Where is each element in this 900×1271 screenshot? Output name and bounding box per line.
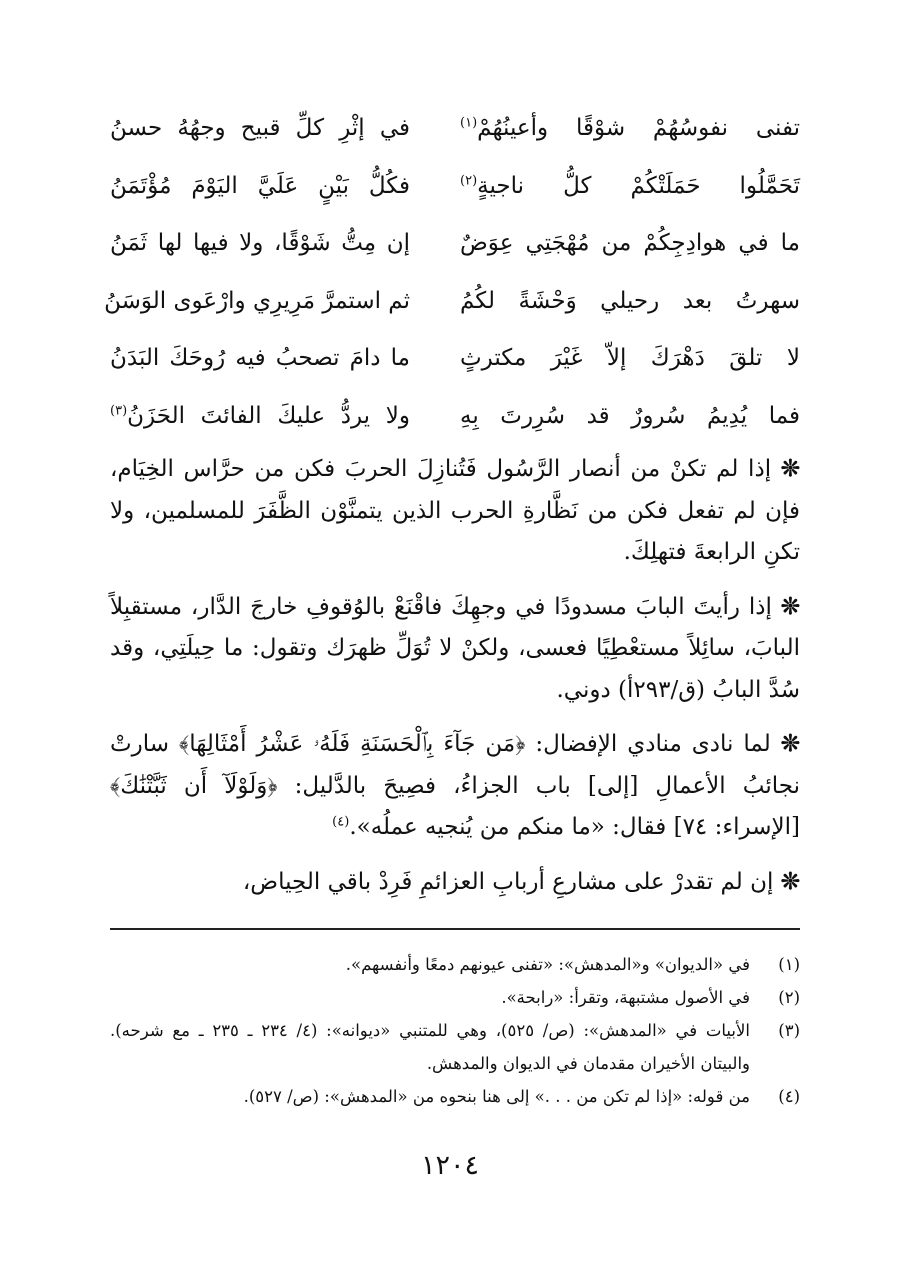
footnote-divider xyxy=(110,928,800,930)
footnote-number: (٢) xyxy=(778,988,800,1007)
paragraph: ❊ لما نادى منادي الإفضال: ﴿مَن جَآءَ بِٱلْحَسَنَةِ فَلَهُۥ عَشْرُ أَمْثَالِهَا﴾ سارتْ نجائبُ الأعمالِ [إلى] باب الجزاءُ، فصِيحَ بالدَّليل: ﴿وَلَوْلَآ أَن ثَبَّتْنَٰكَ﴾ [الإسراء: ٧٤] فقال: «ما منكم من يُنجيه عملُه».$^{(٤)}$ xyxy=(110,730,800,840)
footnote xyxy=(110,1080,800,1113)
paragraph: ❊ إن لم تقدرْ على مشارعِ أربابِ العزائمِ فَرِدْ باقي الحِياض، xyxy=(242,867,800,895)
paragraph: ❊ إذا رأيتَ البابَ مسدودًا في وجهِكَ فاقْنَعْ بالوُقوفِ خارجَ الدَّار، مستقبِلاً البابَ، سائِلاً مستعْطِيًا فعسى، ولكنْ لا تُوَلِّ ظهرَك وتقول: ما حِيلَتِي، وقد سُدَّ البابُ (ق/٢٩٣أ) دوني. xyxy=(110,592,800,703)
footnote xyxy=(110,1014,800,1080)
footnote-number: (٤) xyxy=(778,1087,800,1106)
verse-second-hemistich: فكُلُّ بَيْنٍ عَلَيَّ اليَوْمَ مُؤْتَمَنُ xyxy=(110,172,410,199)
footnote xyxy=(110,981,800,1014)
star-ornament-icon: ❊ xyxy=(780,592,800,620)
star-ornament-icon: ❊ xyxy=(780,867,800,895)
star-ornament-icon: ❊ xyxy=(780,730,800,757)
poem-verse xyxy=(110,158,800,216)
poem-verse xyxy=(104,273,800,331)
footnote-ref: (١) xyxy=(460,115,478,131)
body-text xyxy=(110,448,800,915)
footnote-text: من قوله: «إذا لم تكن من . . .» إلى هنا بنحوه من «المدهش»: (ص/ ٥٢٧). xyxy=(243,1087,750,1106)
verse-second-hemistich: ما دامَ تصحبُ فيه رُوحَكَ البَدَنُ xyxy=(110,345,410,372)
verse-first-hemistich: فما يُدِيمُ سُرورٌ قد سُرِرتَ بِهِ xyxy=(460,402,800,429)
page-number: ١٢٠٤ xyxy=(420,1150,479,1181)
footnote-number: (٣) xyxy=(778,1021,800,1040)
footnote xyxy=(110,948,800,981)
verse-first-hemistich: لا تلقَ دَهْرَكَ إلاّ غَيْرَ مكترثٍ xyxy=(460,345,800,372)
poem-block xyxy=(104,100,800,445)
verse-first-hemistich: تفنى نفوسُهُمْ شوْقًا وأعينُهُمْ$^{(١)}$ xyxy=(460,115,800,142)
footnote-text: في الأصول مشتبهة، وتقرأ: «رابحة». xyxy=(501,988,750,1007)
verse-first-hemistich: ما في هوادِجِكُمْ من مُهْجَتِي عِوَضٌ xyxy=(460,230,800,257)
verse-second-hemistich: إن مِتُّ شَوْقًا، ولا فيها لها ثَمَنُ xyxy=(110,230,410,257)
poem-verse xyxy=(110,100,800,158)
poem-verse xyxy=(110,330,800,388)
verse-first-hemistich: تَحَمَّلُوا حَمَلَتْكُمْ كلُّ ناجيةٍ$^{(٢)}$ xyxy=(460,172,800,199)
footnote-ref: (٢) xyxy=(460,173,478,189)
poem-verse xyxy=(110,388,800,446)
verse-second-hemistich: ولا يردُّ عليكَ الفائتَ الحَزَنُ$^{(٣)}$ xyxy=(110,402,410,429)
poem-verse xyxy=(110,215,800,273)
footnote-ref: (٣) xyxy=(110,403,128,419)
footnotes xyxy=(110,948,800,1113)
verse-first-hemistich: سهرتُ بعد رحيلي وَحْشَةً لكُمُ xyxy=(460,287,800,314)
footnote-text: في «الديوان» و«المدهش»: «تفنى عيونهم دمعًا وأنفسهم». xyxy=(345,955,750,974)
footnote-number: (١) xyxy=(778,955,800,974)
footnote-text: الأبيات في «المدهش»: (ص/ ٥٢٥)، وهي للمتنبي «ديوانه»: (٤/ ٢٣٤ ـ ٢٣٥ ـ مع شرحه). والبيتان الأخيران مقدمان في الديوان والمدهش. xyxy=(110,1021,750,1073)
footnote-ref: (٤) xyxy=(332,814,350,830)
verse-second-hemistich: في إثْرِ كلِّ قبيح وجهُهُ حسنُ xyxy=(110,115,410,142)
verse-second-hemistich: ثم استمرَّ مَرِيرِي وارْعَوى الوَسَنُ xyxy=(104,287,410,314)
star-ornament-icon: ❊ xyxy=(780,455,800,482)
paragraph: ❊ إذا لم تكنْ من أنصار الرَّسُول فَتُنازِلَ الحربَ فكن من حرَّاس الخِيَام، فإن لم تفعل فكن من نَظَّارةِ الحرب الذين يتمنَّوْن الظَّفَرَ للمسلمين، ولا تكنِ الرابعةَ فتهلِكَ. xyxy=(110,455,800,565)
